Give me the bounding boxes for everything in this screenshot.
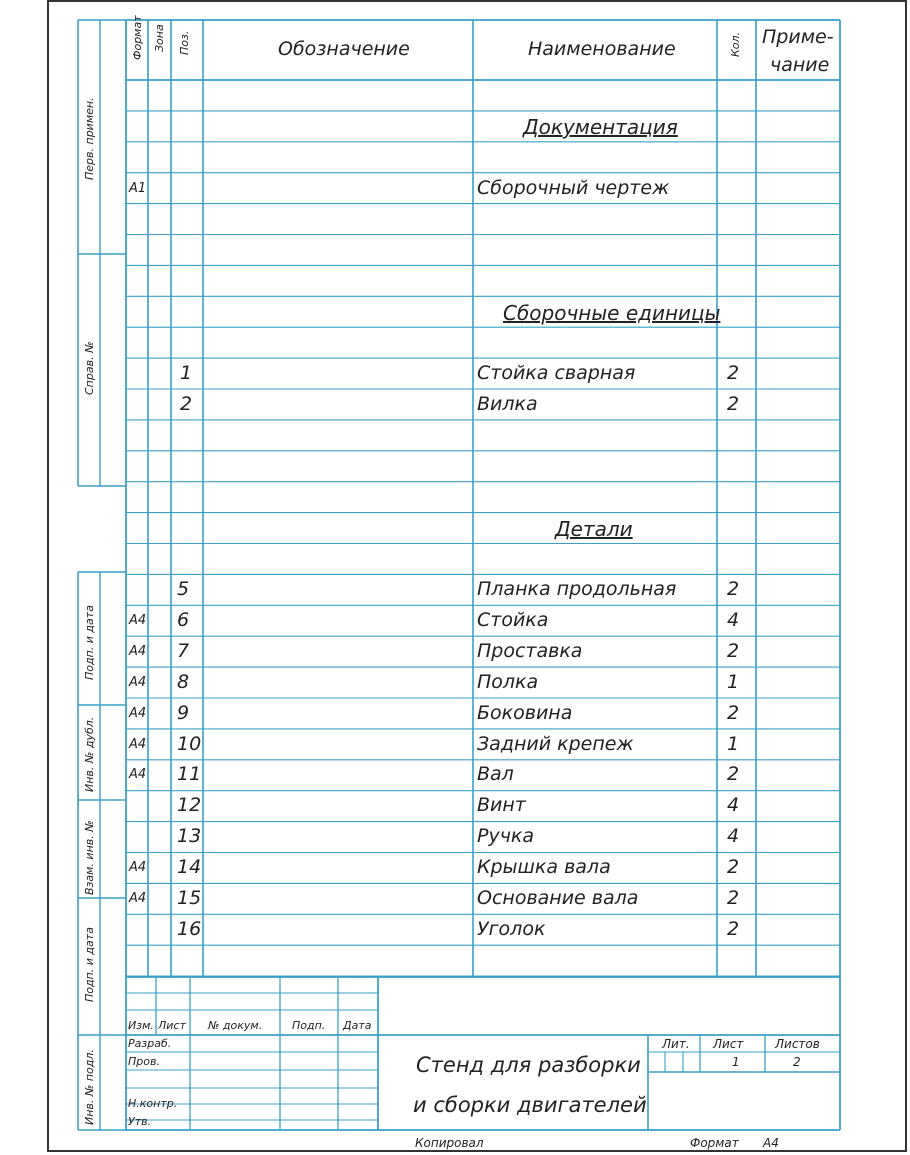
row-name: Ручка: [477, 825, 535, 848]
row-qty: 2: [727, 701, 740, 724]
row-pos: 15: [177, 887, 202, 909]
row-qty: 2: [727, 763, 740, 786]
side-sprav: Справ. №: [83, 341, 96, 395]
row-format: А4: [129, 674, 147, 690]
tb-nkontr: Н.контр.: [128, 1097, 178, 1110]
row-name: Винт: [477, 794, 526, 817]
tb-sheets-value: 2: [793, 1055, 801, 1069]
row-pos: 10: [177, 732, 202, 755]
row-pos: 7: [177, 639, 190, 662]
tb-prov: Пров.: [128, 1055, 160, 1068]
row-pos: 12: [177, 794, 202, 817]
row-pos: 9: [177, 701, 190, 724]
tb-list: Лист: [158, 1019, 186, 1032]
tb-data: Дата: [343, 1019, 372, 1032]
footer-format-label: Формат: [690, 1136, 739, 1150]
header-pos: Поз.: [178, 30, 191, 55]
tb-title-2: и сборки двигателей: [413, 1093, 647, 1117]
tb-sheet-label: Лист: [713, 1037, 744, 1051]
row-name: Проставка: [477, 639, 583, 662]
row-format: А4: [129, 891, 147, 906]
row-pos: 11: [177, 763, 202, 786]
row-qty: 2: [727, 362, 740, 384]
row-pos: 14: [177, 856, 202, 879]
footer-copied: Копировал: [415, 1136, 484, 1150]
row-name: Вал: [477, 763, 514, 786]
tb-title-1: Стенд для разборки: [416, 1053, 641, 1077]
tb-podp: Подп.: [292, 1019, 326, 1032]
row-pos: 13: [177, 825, 202, 848]
row-name: Боковина: [477, 701, 573, 724]
row-name: Полка: [477, 670, 539, 693]
header-note-2: чание: [770, 54, 830, 76]
row-name: Крышка вала: [477, 856, 611, 879]
row-name: Уголок: [477, 917, 546, 940]
row-name: Планка продольная: [477, 578, 677, 600]
row-qty: 4: [727, 794, 740, 817]
tb-lit: Лит.: [662, 1037, 690, 1051]
row-pos: 1: [180, 362, 193, 384]
tb-ndokum: № докум.: [208, 1019, 263, 1032]
row-qty: 1: [727, 670, 740, 693]
header-format: Формат: [131, 15, 144, 60]
side-podp-data-2: Подп. и дата: [83, 927, 96, 1002]
tb-razrab: Разраб.: [128, 1037, 172, 1050]
row-pos: 8: [177, 670, 190, 693]
row-name: Стойка сварная: [477, 362, 636, 384]
row-format: А4: [129, 705, 147, 721]
row-format: А4: [129, 643, 147, 659]
side-perv-primen: Перв. примен.: [83, 97, 96, 180]
header-note-1: Приме-: [762, 26, 834, 48]
side-vzam-inv: Взам. инв. №: [83, 820, 96, 895]
row-name: Задний крепеж: [477, 732, 634, 755]
header-name: Наименование: [528, 38, 676, 60]
section-assembly-units: Сборочные единицы: [503, 301, 721, 325]
row-pos: 2: [180, 392, 193, 415]
side-podp-data-1: Подп. и дата: [83, 605, 96, 680]
row-qty: 2: [727, 639, 740, 662]
section-documentation: Документация: [523, 115, 678, 139]
doc-row-format: А1: [129, 181, 147, 196]
row-qty: 4: [727, 825, 740, 848]
footer-format-value: А4: [763, 1136, 779, 1150]
row-qty: 2: [727, 578, 740, 600]
tb-utv: Утв.: [128, 1115, 152, 1128]
row-format: А4: [129, 736, 147, 752]
side-inv-podl: Инв. № подл.: [83, 1049, 96, 1125]
tb-sheets-label: Листов: [775, 1037, 820, 1051]
header-zone: Зона: [153, 24, 166, 52]
row-pos: 6: [177, 608, 190, 631]
doc-row-name: Сборочный чертеж: [477, 177, 670, 199]
row-qty: 2: [727, 917, 740, 940]
row-pos: 16: [177, 917, 202, 940]
row-qty: 2: [727, 392, 740, 415]
row-format: А4: [129, 767, 147, 783]
row-name: Основание вала: [477, 887, 639, 909]
row-format: А4: [129, 860, 147, 876]
row-qty: 2: [727, 887, 740, 909]
row-name: Стойка: [477, 608, 549, 631]
row-qty: 4: [727, 608, 740, 631]
header-qty: Кол.: [729, 31, 742, 57]
row-pos: 5: [177, 578, 190, 600]
row-name: Вилка: [477, 392, 538, 415]
row-qty: 1: [727, 732, 740, 755]
side-inv-dubl: Инв. № дубл.: [83, 716, 96, 792]
tb-izm: Изм.: [128, 1019, 154, 1032]
header-designation: Обозначение: [278, 38, 410, 60]
row-qty: 2: [727, 856, 740, 879]
tb-sheet-value: 1: [732, 1055, 740, 1069]
section-parts: Детали: [555, 517, 633, 541]
row-format: А4: [129, 612, 147, 628]
